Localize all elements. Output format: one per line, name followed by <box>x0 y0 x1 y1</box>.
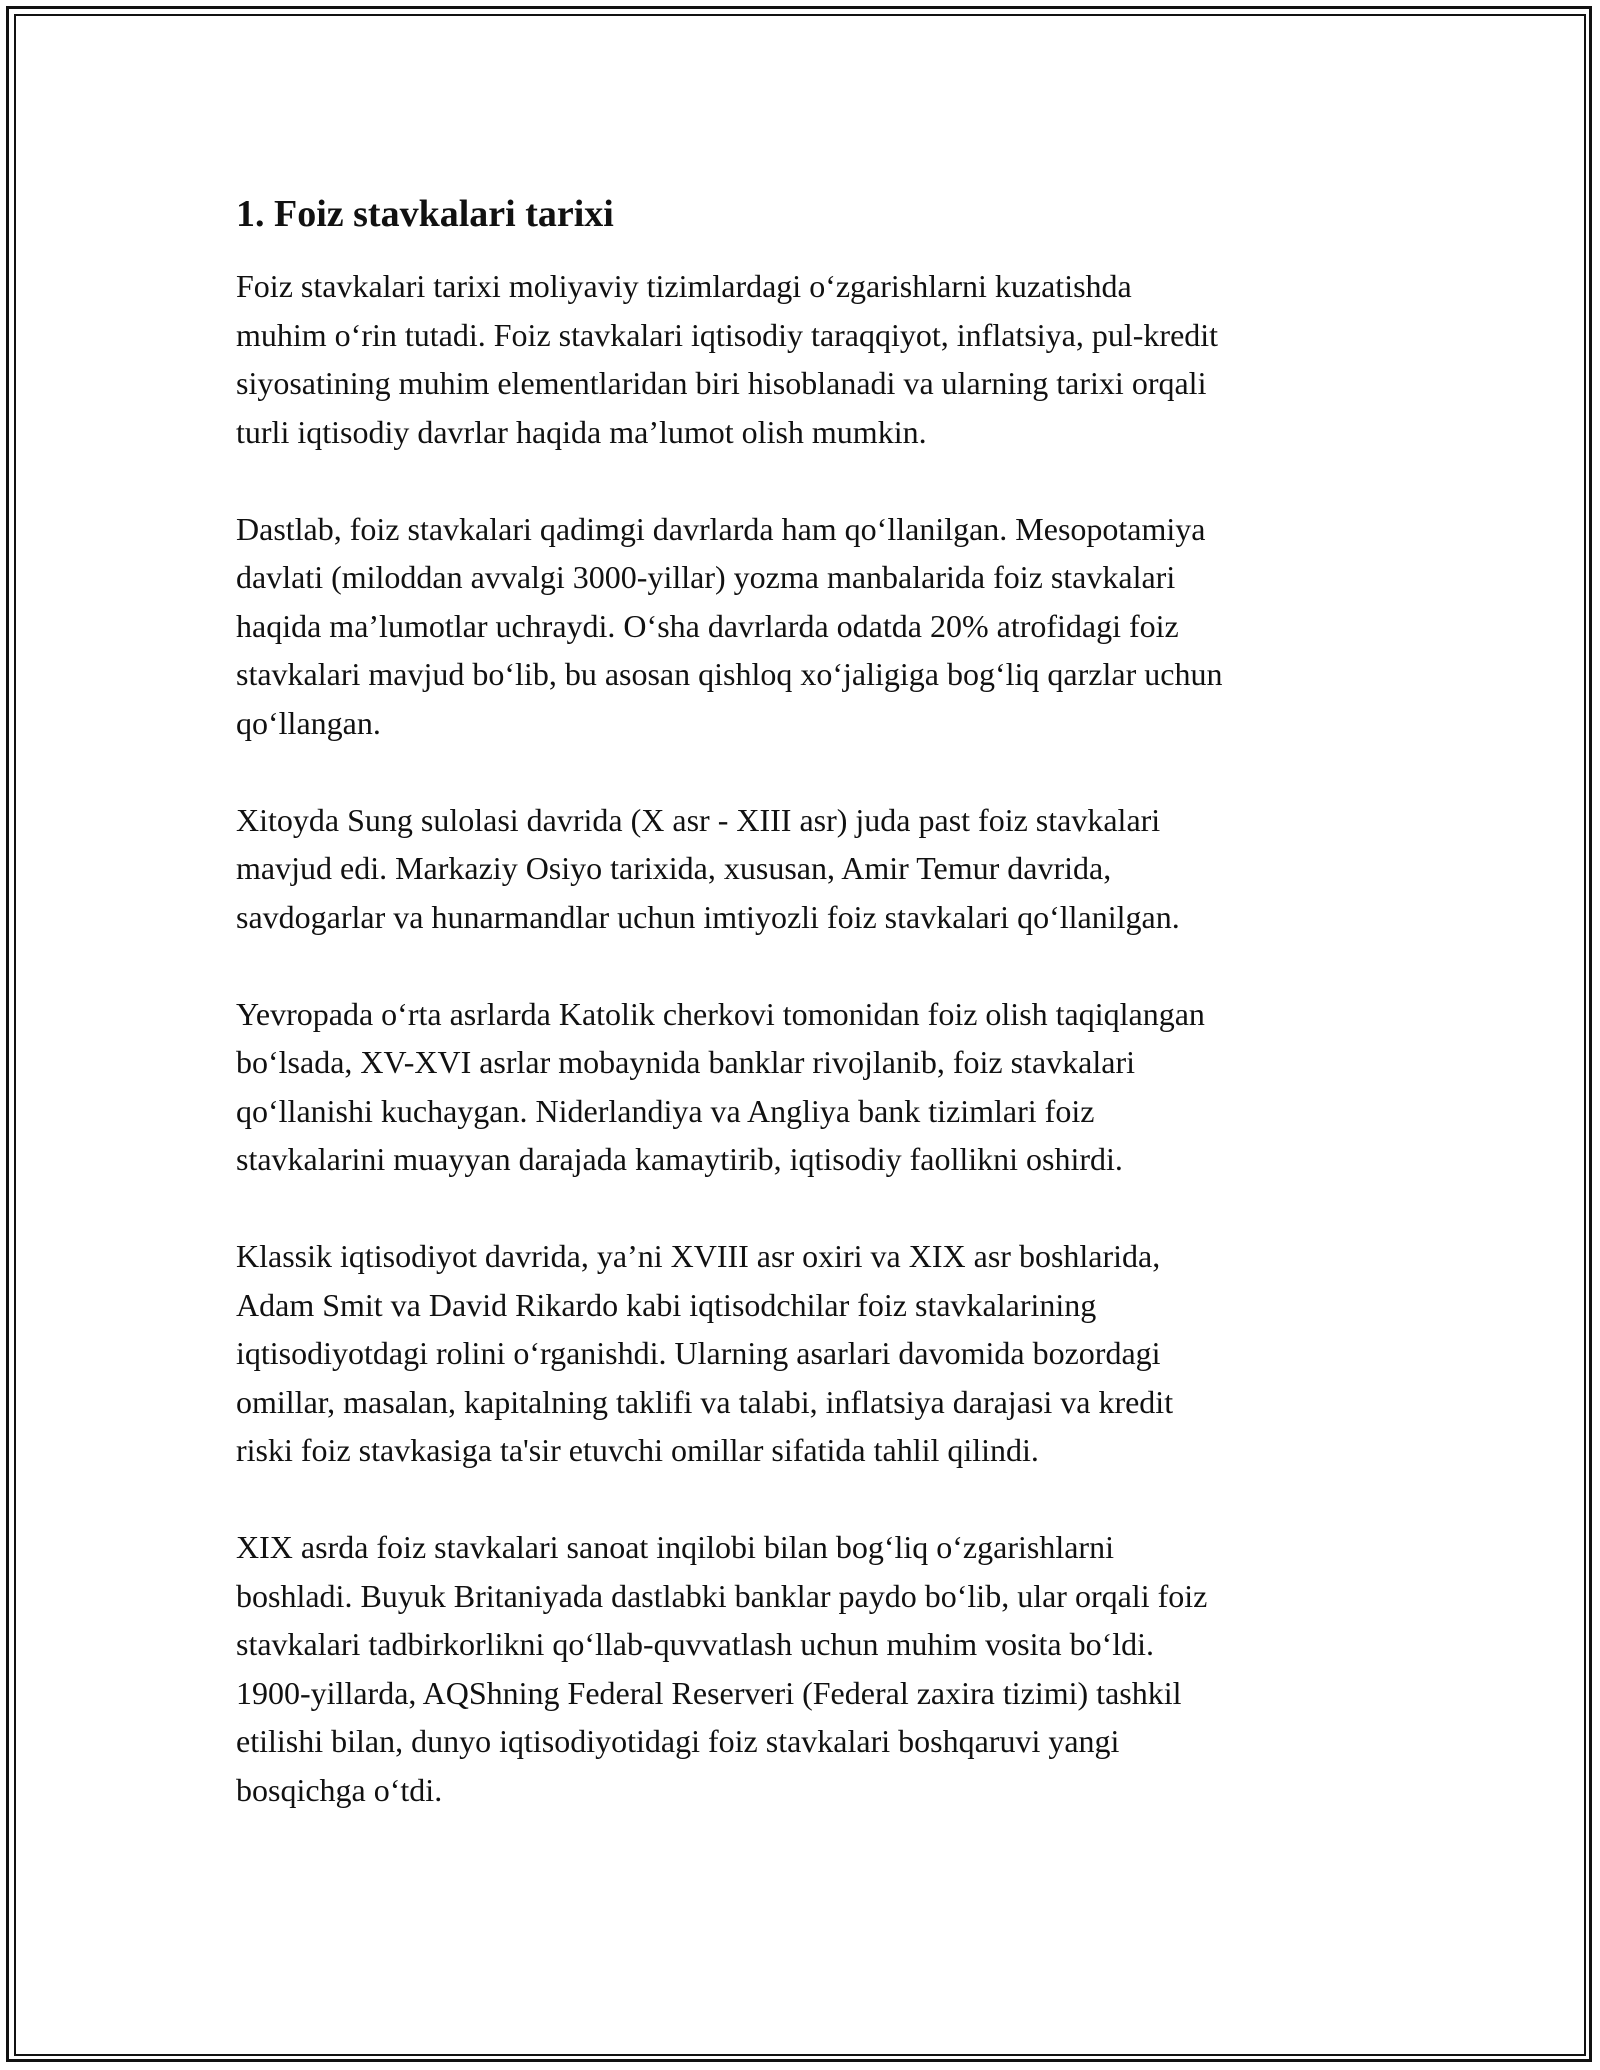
section-title: 1. Foiz stavkalari tarixi <box>236 193 614 235</box>
paragraph-1: Foiz stavkalari tarixi moliyaviy tizimlardagi o‘zgarishlarni kuzatishda muhim o‘rin tutadi. Foiz stavkalari iqtisodiy taraqqiyot, inflatsiya, pul-kredit siyosatining muhim elementlaridan biri hisoblanadi va ularning tarixi orqali turli iqtisodiy davrlar haqida ma’lumot olish mumkin. <box>236 268 1219 450</box>
paragraph-2: Dastlab, foiz stavkalari qadimgi davrlarda ham qo‘llanilgan. Mesopotamiya davlati (miloddan avvalgi 3000-yillar) yozma manbalarida foiz stavkalari haqida ma’lumotlar uchraydi. O‘sha davrlarda odatda 20% atrofidagi foiz stavkalari mavjud bo‘lib, bu asosan qishloq xo‘jaligiga bog‘liq qarzlar uchun qo‘llangan. <box>236 510 1223 741</box>
paragraph-4: Yevropada o‘rta asrlarda Katolik cherkovi tomonidan foiz olish taqiqlangan bo‘lsada, XV-XVI asrlar mobaynida banklar rivojlanib, foiz stavkalari qo‘llanishi kuchaygan. Niderlandiya va Angliya bank tizimlari foiz stavkalarini muayyan darajada kamaytirib, iqtisodiy faollikni oshirdi. <box>236 995 1205 1177</box>
document-body <box>236 186 1386 1863</box>
paragraph-5: Klassik iqtisodiyot davrida, ya’ni XVIII asr oxiri va XIX asr boshlarida, Adam Smit va David Rikardo kabi iqtisodchilar foiz stavkalarining iqtisodiyotdagi rolini o‘rganishdi. Ularning asarlari davomida bozordagi omillar, masalan, kapitalning taklifi va talabi, inflatsiya darajasi va kredit riski foiz stavkasiga ta'sir etuvchi omillar sifatida tahlil qilindi. <box>236 1238 1174 1468</box>
paragraph-6: XIX asrda foiz stavkalari sanoat inqilobi bilan bog‘liq o‘zgarishlarni boshladi. Buyuk Britaniyada dastlabki banklar paydo bo‘lib, ular orqali foiz stavkalari tadbirkorlikni qo‘llab-quvvatlash uchun muhim vosita bo‘ldi. 1900-yillarda, AQShning Federal Reserveri (Federal zaxira tizimi) tashkil etilishi bilan, dunyo iqtisodiyotidagi foiz stavkalari boshqaruvi yangi bosqichga o‘tdi. <box>236 1529 1208 1808</box>
paragraph-3: Xitoyda Sung sulolasi davrida (X asr - XIII asr) juda past foiz stavkalari mavjud edi. Markaziy Osiyo tarixida, xususan, Amir Temur davrida, savdogarlar va hunarmandlar uchun imtiyozli foiz stavkalari qo‘llanilgan. <box>236 801 1180 935</box>
